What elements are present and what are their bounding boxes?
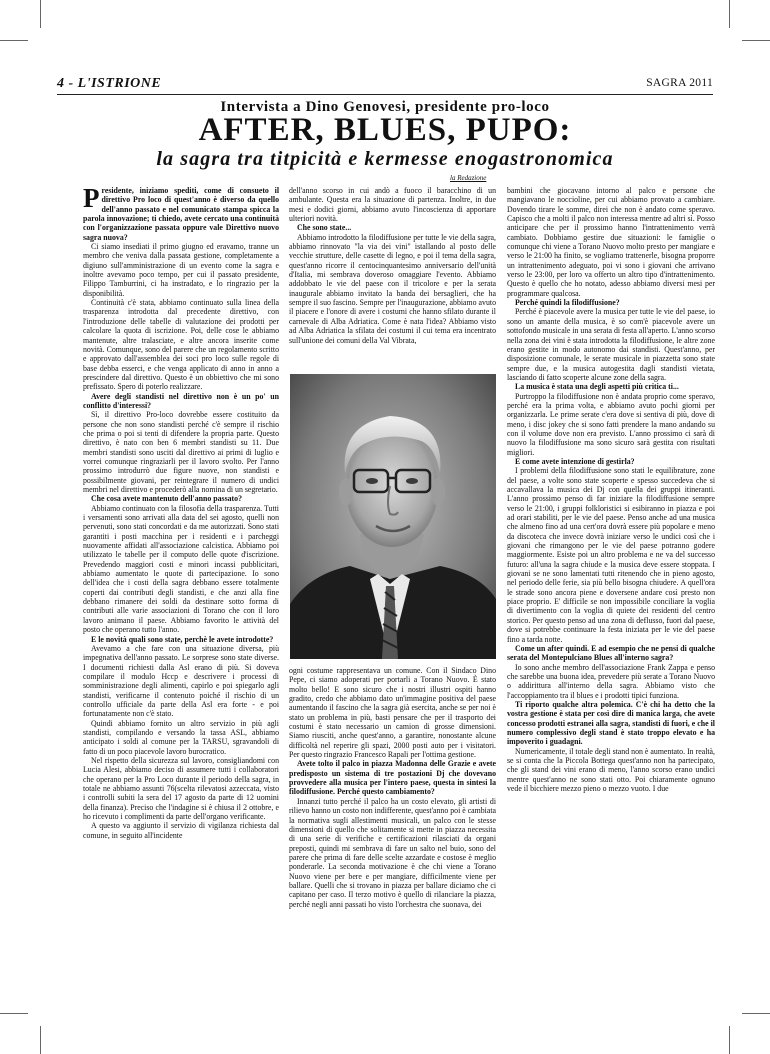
header-rule <box>57 94 713 95</box>
answer-paragraph: dell'anno scorso in cui andò a fuoco il baracchino di un ambulante. Questa era la situazione di partenza. Inoltre, in due mesi e dodici giorni, abbiamo avuto l'incoscienza di apportare ulteriori novità. <box>289 186 496 224</box>
answer-paragraph: A questo va aggiunto il servizio di vigilanza richiesta dal comune, in seguito all'incidente <box>83 821 279 840</box>
column-2-continuation <box>289 666 496 909</box>
crop-mark <box>0 40 28 41</box>
question-paragraph: La musica è stata una degli aspetti più critica ti... <box>515 382 679 392</box>
article-column-3 <box>507 186 715 793</box>
article-column-2 <box>289 186 496 909</box>
question-paragraph: Come un after quindi. E ad esempio che ne pensi di qualche serata del Montepulciano Blues all'interno sagra? <box>507 643 715 663</box>
portrait-image <box>290 374 496 659</box>
answer-paragraph: Purtroppo la filodiffusione non è andata proprio come speravo, perché era la prima volta, e abbiamo avuto pochi giorni per organizzarla. Le prime serate c'era dove si sentiva di più, dove di meno, i disc jokey che si sono fatti prendere la mano andando su con il volume dove non era previsto. L'anno prossimo ci sarà di nuovo la filodiffusione ma sono sicuro sarà gestita con risultati migliori. <box>507 391 715 457</box>
answer-paragraph: Continuità c'è stata, abbiamo continuato sulla linea della trasparenza introdotta dal precedente direttivo, con l'introduzione delle tabelle di valutazione dei prodotti per calcolare la quota di iscrizione. Poi, delle cose le abbiamo mantenute, altre tralasciate, e altre ancora inserite come novità. Comunque, sono del parere che un regolamento scritto e approvato dall'assemblea dei soci pro loco sulle regole di base debba esserci, e che venga applicato di anno in anno a prescindere dal direttivo. Questo è un obbiettivo che mi sono prefissato. Spero di poterlo realizzare. <box>83 298 279 392</box>
question-paragraph: Presidente, iniziamo spediti, come di consueto il direttivo Pro loco di quest'anno è diverso da quello dell'anno passato e nel comunicato stampa spicca la parola innovazione; ti chiedo, avete cercato una continuità con l'organizzazione passata oppure vale Direttivo nuovo sagra nuova? <box>83 183 279 242</box>
portrait-photo <box>290 374 496 659</box>
answer-paragraph: I problemi della filodiffusione sono stati le equilibrature, zone del paese, a volte sono state scoperte e spesso succedeva che si accavallava la musica dei Dj con quella dei gruppi itineranti. L'anno prossimo penso di far iniziare la filodiffusione sempre verso le 21:00, i gruppi folkloristici si esibiranno in piazza e poi ad orari stabiliti, per le vie del paese. Penso anche ad una musica che almeno fino ad una cert'ora dovrà essere più popolare e meno da discoteca che invece dovrà iniziare verso le undici così che i giovani che rimangono per le vie del paese potranno godere maggiormente. Esiste poi un altro problema e ne va del successo futuro: all'una la sagra chiude e la musica deve essere stoppata. I giovani se ne sono lamentati tutti ritenendo che in pieno agosto, nel periodo delle ferie, sia più bello bisogna chiudere. A quell'ora le strade sono ancora piene e doversene andare così presto non piace proprio. E' difficile se non impossibile conciliare la voglia di divertimento con la voglia di quiete dei residenti del centro storico. Per questo penso ad una zona di deflusso, fuori dal paese, dove si potrebbe continuare la festa iniziata per le vie del paese fino a tarda notte. <box>507 466 715 644</box>
answer-paragraph: Ci siamo insediati il primo giugno ed eravamo, tranne un membro che veniva dalla passata gestione, completamente a digiuno sull'amministrazione di un evento come la sagra e inoltre avevamo poco tempo, per cui il passato presidente, Filippo Tamburrini, ci ha instradato, e lo ringrazio per la disponibilità. <box>83 242 279 298</box>
answer-paragraph: Numericamente, il totale degli stand non è aumentato. In realtà, se si conta che la Piccola Bottega quest'anno non ha partecipato, che gli stand dei vini erano di meno, l'anno scorso erano undici mentre quest'anno ne sono stati otto. Poi chiaramente ognuno vede il bicchiere mezzo pieno o mezzo vuoto. I due <box>507 746 715 793</box>
answer-paragraph: Abbiamo continuato con la filosofia della trasparenza. Tutti i versamenti sono arrivati alla data del sei agosto, quelli non pervenuti, sono stati concordati e da me autorizzati. Sono stati garantiti i posti macchina per i residenti e i parcheggi nuovamente affidati all'associazione calcistica. Abbiamo poi utilizzato le tabelle per il computo delle quote d'iscrizione. Prevedendo maggiori costi e minori incassi pubblicitari, abbiamo aumentato le quote di partecipazione. Io sono dell'idea che i costi della sagra debbano essere totalmente coperti dai contributi degli standisti, e che anzi alla fine debbano rimanere dei soldi da destinare sotto forma di contributi alle varie associazioni di Torano che con il loro lavoro animano il paese. Abbiamo favorito le attività del posto che operano tutto l'anno. <box>83 503 279 635</box>
article-subhead: la sagra tra titpicità e kermesse enogastronomica <box>156 148 614 170</box>
drop-cap: P <box>83 183 100 213</box>
crop-mark <box>40 0 41 28</box>
question-paragraph: E le novità quali sono state, perchè le avete introdotte? <box>91 634 274 644</box>
question-paragraph: Che sono state... <box>297 223 352 233</box>
crop-mark <box>729 0 730 28</box>
question-paragraph: Avete tolto il palco in piazza Madonna delle Grazie e avete predisposto un sistema di tre postazioni Dj che dovevano provvedere alla musica per l'intero paese, questa in sintesi la filodiffusione. Perché questo cambiamento? <box>289 759 496 797</box>
article-column-1 <box>83 183 279 840</box>
page-number-label: 4 - L'ISTRIONE <box>57 76 162 91</box>
crop-mark <box>742 40 770 41</box>
crop-mark <box>40 1026 41 1054</box>
article-kicker: Intervista a Dino Genovesi, presidente pro-loco <box>220 99 550 115</box>
question-paragraph: E come avete intenzione di gestirla? <box>515 456 635 466</box>
answer-paragraph: Abbiamo introdotto la filodiffusione per tutte le vie della sagra, abbiamo rinnovato "la via dei vini" istallando al posto delle vecchie strutture, delle casette di legno, e poi il tema della sagra, quest'anno ricorre il centocinquantesimo anniversario dell'unità d'Italia, mi sembrava doveroso omaggiare l'evento. Abbiamo addobbato le vie del paese con il tricolore e per la serata inaugurale abbiamo invitato la banda dei bersaglieri, che ha sempre il suo fascino. Sempre per l'inaugurazione, abbiamo avuto il piacere e l'onore di avere i costumi che hanno sfilato durante il carnevale di Alba Adriatica. Come è nata l'idea? Abbiamo visto ad Alba Adriatica la sfilata dei costumi il cui tema era incentrato sull'unione dei comuni della Val Vibrata, <box>289 232 496 345</box>
answer-paragraph: Perché è piacevole avere la musica per tutte le vie del paese, io sono un amante della musica, è so com'è piacevole avere un sottofondo musicale in una serata di festa all'aperto. L'anno scorso nella zona dei vini è stata introdotta la filodiffusione, le altre zone erano gestite in modo autonomo dai standisti. Quest'anno, per disposizione comunale, le serate musicale in piazzetta sono state sempre due, e la musica autogestita dagli standisti vietata, lasciando di fatto scoperte alcune zone della sagra. <box>507 307 716 382</box>
answer-paragraph: Avevamo a che fare con una situazione diversa, più impegnativa dell'anno passato. Le sorprese sono state diverse. I documenti richiesti dalla Asl erano di più. Si doveva compilare il modulo Hccp e descrivere i processi di somministrazione degli alimenti, capirlo e poi spiegarlo agli standisti, verificarne il contenuto poiché il rischio di un controllo ufficiale da parte della Asl era forte - e poi fortunatamente non c'è stato. <box>83 643 279 719</box>
question-paragraph: Perché quindi la filodiffusione? <box>515 298 620 308</box>
question-paragraph: Ti riporto qualche altra polemica. C'è chi ha detto che la vostra gestione è stata per così dire di manica larga, che avete concesso prodotti estranei alla sagra, standisti di fuori, e che il numero complessivo degli stand è stato troppo elevato e ha impoverito i guadagni. <box>507 699 715 747</box>
answer-paragraph: bambini che giocavano intorno al palco e persone che mangiavano le noccioline, per cui abbiamo provato a cambiare. Dovendo tirare le somme, direi che non è andato come speravo. Capisco che a molti il palco non interessa mentre ad altri sì. Posso anticipare che per il prossimo hanno l'intrattenimento verrà cambiato. Dobbiamo gestire due situazioni: le famiglie o comunque chi viene a Torano Nuovo molto presto per mangiare e verso le 21:00 ha finito, se vogliamo trattenerle, bisogna proporre un intrattenimento adeguato, poi vi sono i giovani che arrivano verso le 23:00, per loro va offerto un altro tipo d'intrattenimento. Questo è quello che ho notato, adesso abbiamo diversi mesi per programmare qualcosa. <box>507 186 715 298</box>
answer-paragraph: ogni costume rappresentava un comune. Con il Sindaco Dino Pepe, ci siamo adoperati per portarli a Torano Nuovo. È stato molto bello! E sono sicuro che i nostri illustri ospiti hanno gradito, credo che abbiamo dato un'immagine positiva del paese aumentando il fascino che la sagra già esercita, anche se per noi è stato un problema in più, basti pensare che per il trasporto dei costumi è stato necessario un camion di grosse dimensioni. Siamo riusciti, anche quest'anno, a garantire, nonostante alcune difficoltà nel reperire gli spazi, 2000 posti auto per i visitatori. Per questo ringrazio Francesco Rapali per l'ottima gestione. <box>289 666 496 760</box>
answer-paragraph: Innanzi tutto perché il palco ha un costo elevato, gli artisti di rilievo hanno un costo non indifferente, quest'anno poi è cambiata la normativa sugli allestimenti musicali, un palco con le stesse dimensioni di quello che solitamente si mette in piazza necessita di una serie di verifiche e certificazioni rilasciati da organi preposti, quindi mi sembrava di fare un salto nel buio, sono del parere che prima di fare delle scelte azzardate e costose è meglio ponderarle. La seconda motivazione è che chi viene a Torano Nuovo viene per bere e per mangiare, difficilmente viene per ballare. Quelli che si trovano in piazza per ballare diciamo che ci capitano per caso. Il terzo motivo è quello di rilanciare la piazza, perché negli anni passati ho visto l'orchestra che suonava, dei <box>289 796 496 909</box>
crop-mark <box>729 1026 730 1054</box>
answer-paragraph: Io sono anche membro dell'associazione Frank Zappa e penso che sarebbe una buona idea, prevedere più serate a Torano Nuovo o addirittura all'interno della sagra. Abbiamo visto che l'accoppiamento tra il blues e i prodotti tipici funziona. <box>507 662 715 700</box>
crop-mark <box>742 1013 770 1014</box>
question-paragraph: Avere degli standisti nel direttivo non è un po' un conflitto d'interessi? <box>83 391 279 410</box>
answer-paragraph: Quindi abbiamo fornito un altro servizio in più agli standisti, compilando e versando la tassa ASL, abbiamo anticipato i soldi al comune per la TARSU, sgravandoli di fatto di un poco piacevole lavoro burocratico. <box>83 718 279 756</box>
answer-paragraph: Sì, il direttivo Pro-loco dovrebbe essere costituito da persone che non sono standisti perché c'è sempre il rischio che prima o poi si tenti di difendere la propria parte. Questo direttivo, è nato con ben 6 membri standisti su 11. Due membri standisti sono usciti dal direttivo ai primi di luglio e vorrei comunque ringraziarli per il lavoro svolto. Per l'anno prossimo introdurrò due figure nuove, non standisti e possibilmente giovani, per reintegrare il numero di undici membri nel direttivo e procederò alla nomina di un segretario. <box>83 410 279 494</box>
section-label: SAGRA 2011 <box>646 77 713 89</box>
answer-paragraph: Nel rispetto della sicurezza sul lavoro, consigliandomi con Lucia Alesi, abbiamo deciso di assumere tutti i collaboratori che operano per la Pro Loco durante il periodo della sagra, in totale ne abbiamo assunti 76(scelta rilevatosi azzeccata, visto i controlli subiti la sera del 17 agosto da parte di 12 uomini della finanza). Preciso che l'indagine si è chiusa il 2 ottobre, e ho ricevuto i complimenti da parte dell'organo verificante. <box>83 755 279 822</box>
article-headline: AFTER, BLUES, PUPO: <box>198 112 572 148</box>
page-header <box>57 76 713 93</box>
question-paragraph: Che cosa avete mantenuto dell'anno passato? <box>91 494 242 504</box>
article-byline: la Redazione <box>450 174 487 182</box>
crop-mark <box>0 1013 28 1014</box>
